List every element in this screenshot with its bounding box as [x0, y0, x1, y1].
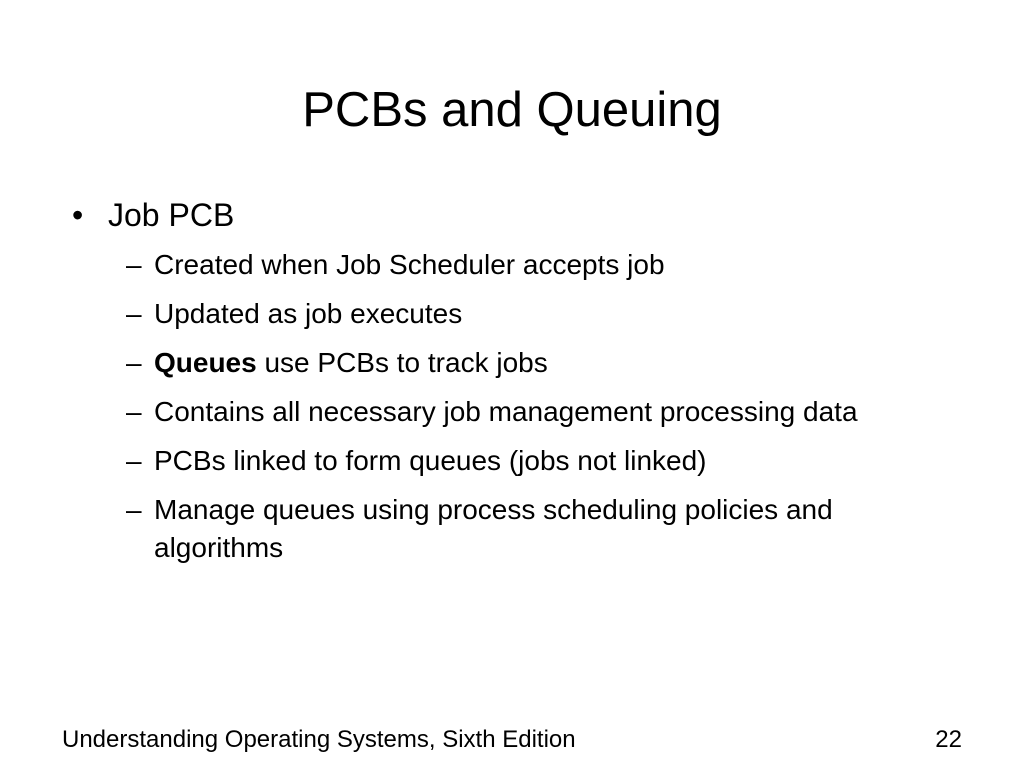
- sub-bullet-item: [70, 442, 944, 480]
- sub-bullet-item: [70, 344, 944, 382]
- sub-bullet-text: Contains all necessary job management processing data: [154, 396, 858, 427]
- dash-marker: –: [126, 396, 142, 427]
- bullet-marker: •: [72, 197, 84, 233]
- slide-title: PCBs and Queuing: [302, 83, 722, 137]
- sub-bullet-text: PCBs linked to form queues (jobs not linked): [154, 445, 707, 476]
- sub-bullet-text: use PCBs to track jobs: [256, 347, 548, 378]
- sub-bullet-text: Created when Job Scheduler accepts job: [154, 249, 665, 280]
- sub-bullet-item: [70, 246, 944, 284]
- dash-marker: –: [126, 494, 142, 525]
- sub-bullet-text: Manage queues using process scheduling policies and algorithms: [154, 494, 833, 563]
- sub-bullet-text: Updated as job executes: [154, 298, 463, 329]
- bullet-text: Job PCB: [108, 197, 235, 233]
- slide-content: [70, 194, 950, 578]
- dash-marker: –: [126, 249, 142, 280]
- bullet-item: [70, 194, 950, 236]
- bold-term: Queues: [154, 347, 257, 378]
- sub-bullet-item: [70, 491, 944, 567]
- dash-marker: –: [126, 445, 142, 476]
- sub-bullet-item: [70, 393, 944, 431]
- dash-marker: –: [126, 347, 142, 378]
- page-number: 22: [935, 726, 962, 753]
- footer-book-title: Understanding Operating Systems, Sixth Edition: [62, 726, 576, 753]
- sub-bullet-item: [70, 295, 944, 333]
- sub-bullet-list: [70, 246, 950, 567]
- dash-marker: –: [126, 298, 142, 329]
